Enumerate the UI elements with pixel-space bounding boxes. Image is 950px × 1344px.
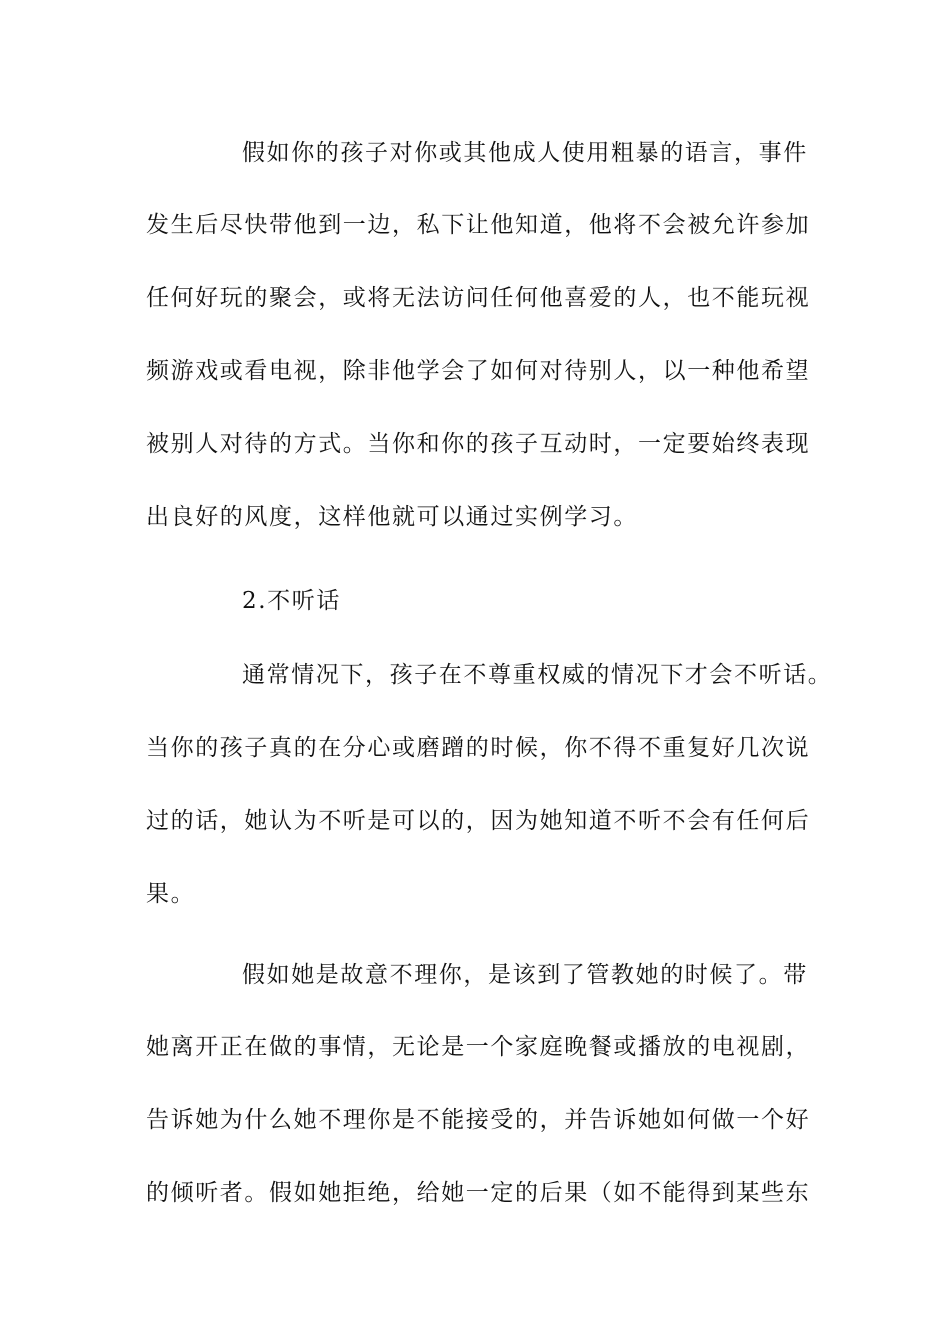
paragraph-line: 出良好的风度，这样他就可以通过实例学习。 (146, 504, 638, 530)
paragraph-line: 告诉她为什么她不理你是不能接受的，并告诉她如何做一个好 (146, 1107, 811, 1133)
paragraph-line: 的倾听者。假如她拒绝，给她一定的后果（如不能得到某些东 (146, 1180, 811, 1206)
paragraph-line: 果。 (146, 881, 196, 907)
paragraph-line: 频游戏或看电视，除非他学会了如何对待别人，以一种他希望 (146, 358, 811, 384)
paragraph-line: 任何好玩的聚会，或将无法访问任何他喜爱的人，也不能玩视 (146, 285, 811, 311)
paragraph-line: 当你的孩子真的在分心或磨蹭的时候，你不得不重复好几次说 (146, 735, 811, 761)
paragraph-line: 发生后尽快带他到一边，私下让他知道，他将不会被允许参加 (146, 212, 811, 238)
paragraph-line: 她离开正在做的事情，无论是一个家庭晚餐或播放的电视剧， (146, 1034, 811, 1060)
paragraph-line: 通常情况下，孩子在不尊重权威的情况下才会不听话。 (242, 662, 833, 688)
paragraph-line: 假如她是故意不理你，是该到了管教她的时候了。带 (242, 962, 808, 988)
paragraph-line: 过的话，她认为不听是可以的，因为她知道不听不会有任何后 (146, 808, 811, 834)
paragraph-line: 被别人对待的方式。当你和你的孩子互动时，一定要始终表现 (146, 431, 811, 457)
section-heading: 2.不听话 (242, 588, 341, 614)
paragraph-line: 假如你的孩子对你或其他成人使用粗暴的语言，事件 (242, 140, 808, 166)
